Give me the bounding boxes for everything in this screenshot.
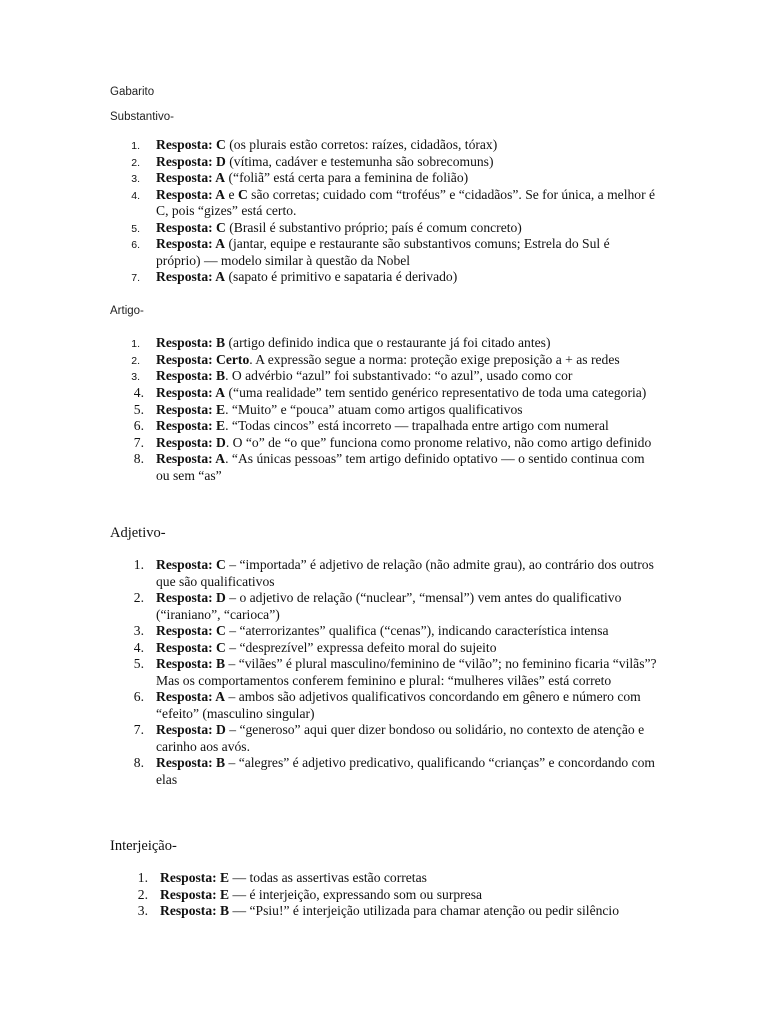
list-item: 5. Resposta: C (Brasil é substantivo próprio; país é comum concreto) [131, 219, 522, 235]
list-item: 1. Resposta: E — todas as assertivas estão corretas [137, 870, 427, 885]
document-title: Gabarito [110, 86, 155, 98]
section-heading-artigo: Artigo- [110, 305, 144, 317]
list-item: 6. Resposta: A – ambos são adjetivos qualificativos concordando em gênero e número com “efeito” (masculino singular) [133, 689, 641, 721]
list-item: 4. Resposta: A e C são corretas; cuidado com “troféus” e “cidadãos”. Se for única, a melhor é C, pois “gizes” está certo. [131, 186, 656, 218]
list-artigo-continued [133, 385, 656, 484]
list-item: 8. Resposta: A. “As únicas pessoas” tem artigo definido optativo — o sentido continua com ou sem “as” [133, 451, 645, 483]
list-artigo [131, 335, 656, 385]
section-heading-substantivo: Substantivo- [110, 111, 174, 123]
list-interjeicao [137, 870, 660, 920]
list-item: 3. Resposta: B. O advérbio “azul” foi substantivado: “o azul”, usado como cor [131, 368, 573, 383]
list-item: 4. Resposta: C – “desprezível” expressa defeito moral do sujeito [133, 639, 497, 655]
list-item: 2. Resposta: Certo. A expressão segue a norma: proteção exige preposição a + as redes [131, 351, 620, 367]
list-item: 7. Resposta: A (sapato é primitivo e sapataria é derivado) [131, 269, 458, 284]
list-item: 2. Resposta: D – o adjetivo de relação (“nuclear”, “mensal”) vem antes do qualificativo (“iraniano”, “carioca”) [133, 590, 622, 622]
list-item: 6. Resposta: A (jantar, equipe e restaurante são substantivos comuns; Estrela do Sul é próprio) — modelo similar à questão da Nobel [131, 236, 610, 268]
list-adjetivo [133, 557, 661, 788]
list-item: 8. Resposta: B – “alegres” é adjetivo predicativo, qualificando “crianças” e concordando com elas [133, 755, 655, 787]
list-item: 7. Resposta: D. O “o” de “o que” funciona como pronome relativo, não como artigo definido [133, 434, 652, 450]
list-item: 4. Resposta: A (“uma realidade” tem sentido genérico representativo de toda uma categoria) [133, 385, 647, 400]
list-item: 2. Resposta: E — é interjeição, expressando som ou surpresa [137, 886, 483, 902]
section-heading-interjeicao: Interjeição- [110, 838, 177, 854]
list-item: 3. Resposta: C – “aterrorizantes” qualifica (“cenas”), indicando característica intensa [133, 623, 609, 638]
list-item: 1. Resposta: C – “importada” é adjetivo de relação (não admite grau), ao contrário dos outros que são qualificativos [133, 557, 654, 589]
list-substantivo [131, 137, 656, 286]
list-item: 2. Resposta: D (vítima, cadáver e testemunha são sobrecomuns) [131, 153, 494, 169]
list-item: 6. Resposta: E. “Todas cincos” está incorreto — trapalhada entre artigo com numeral [133, 418, 609, 433]
list-item: 1. Resposta: C (os plurais estão corretos: raízes, cidadãos, tórax) [131, 137, 498, 152]
list-item: 5. Resposta: B – “vilães” é plural masculino/feminino de “vilão”; no feminino ficaria “vilãs”? Mas os comportamentos conferem feminino e plural: “mulheres vilães” está correto [133, 656, 657, 688]
list-item: 7. Resposta: D – “generoso” aqui quer dizer bondoso ou solidário, no contexto de atenção e carinho aos avós. [133, 722, 645, 754]
list-item: 5. Resposta: E. “Muito” e “pouca” atuam como artigos qualificativos [133, 401, 523, 417]
list-item: 1. Resposta: B (artigo definido indica que o restaurante já foi citado antes) [131, 335, 551, 350]
list-item: 3. Resposta: A (“foliã” está certa para a feminina de folião) [131, 170, 469, 185]
list-item: 3. Resposta: B — “Psiu!” é interjeição utilizada para chamar atenção ou pedir silêncio [137, 903, 620, 918]
section-heading-adjetivo: Adjetivo- [110, 525, 166, 541]
